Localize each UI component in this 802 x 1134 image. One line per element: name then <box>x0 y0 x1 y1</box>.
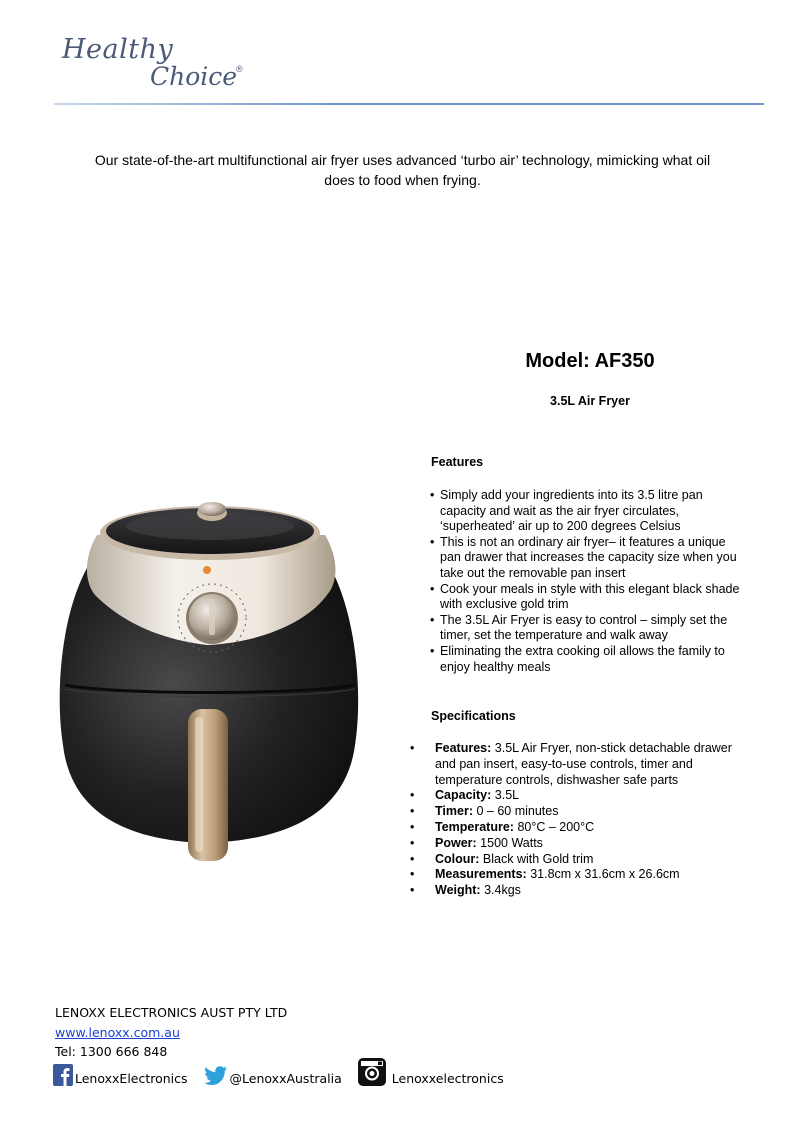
spec-value: Black with Gold trim <box>482 851 594 866</box>
spec-item <box>410 820 740 836</box>
healthy-choice-logo <box>58 30 244 92</box>
spec-value: 1500 Watts <box>480 835 543 850</box>
footer <box>55 1003 287 1062</box>
spec-item <box>410 852 740 868</box>
spec-value: 0 – 60 minutes <box>476 804 559 819</box>
spec-value: 3.5L <box>494 788 520 803</box>
facebook-icon <box>53 1064 73 1086</box>
spec-value: 3.5L Air Fryer, non-stick detachable drawer and pan insert, easy-to-use controls, timer and temperature controls, dishwasher safe parts <box>435 741 732 787</box>
instagram-handle: Lenoxxelectronics <box>391 1071 504 1086</box>
feature-item: • This is not an ordinary air fryer– it features a unique pan drawer that increases the capacity size when you take out the removable pan insert <box>430 535 740 582</box>
spec-item <box>410 804 740 820</box>
model-title: Model: AF350 <box>525 350 655 372</box>
spec-key: Temperature: <box>435 819 514 834</box>
twitter-icon <box>204 1066 228 1086</box>
product-subtitle: 3.5L Air Fryer <box>550 394 630 408</box>
intro-text: Our state-of-the-art multifunctional air fryer uses advanced ‘turbo air’ technology, mimicking what oil does to food when frying. <box>94 152 711 188</box>
twitter-link[interactable] <box>204 1066 342 1086</box>
logo-line2: Choice <box>150 62 238 91</box>
telephone: Tel: 1300 666 848 <box>55 1044 168 1059</box>
features-heading: Features <box>431 455 484 469</box>
air-fryer-product-image <box>55 495 365 865</box>
feature-item: • The 3.5L Air Fryer is easy to control – simply set the timer, set the temperature and walk away <box>430 613 740 644</box>
spec-item <box>410 883 740 899</box>
specifications-heading: Specifications <box>431 709 516 723</box>
spec-key: Power: <box>435 835 477 850</box>
spec-item <box>410 741 740 788</box>
social-links <box>53 1060 520 1086</box>
header-divider <box>54 103 764 105</box>
instagram-icon <box>358 1058 386 1086</box>
company-name: LENOXX ELECTRONICS AUST PTY LTD <box>55 1005 288 1020</box>
logo-line1: Healthy <box>62 34 174 65</box>
spec-item <box>410 788 740 804</box>
spec-key: Colour: <box>435 851 480 866</box>
logo-registered-mark: ® <box>236 64 243 74</box>
facebook-link[interactable] <box>53 1064 188 1086</box>
spec-key: Weight: <box>435 883 481 898</box>
spec-value: 31.8cm x 31.6cm x 26.6cm <box>530 867 680 882</box>
instagram-link[interactable] <box>358 1058 504 1086</box>
features-list <box>430 488 740 675</box>
spec-item <box>410 867 740 883</box>
specifications-list <box>410 741 740 899</box>
feature-item: • Cook your meals in style with this elegant black shade with exclusive gold trim <box>430 582 740 613</box>
spec-value: 80°C – 200°C <box>517 819 595 834</box>
website-link[interactable]: www.lenoxx.com.au <box>55 1024 180 1040</box>
spec-key: Timer: <box>435 804 473 819</box>
feature-item: • Simply add your ingredients into its 3.5 litre pan capacity and wait as the air fryer circulates, ‘superheated’ air up to 200 degrees Celsius <box>430 488 740 535</box>
spec-key: Features: <box>435 741 492 755</box>
twitter-handle: @LenoxxAustralia <box>229 1071 342 1086</box>
spec-value: 3.4kgs <box>484 883 521 898</box>
spec-item <box>410 836 740 852</box>
facebook-handle: LenoxxElectronics <box>75 1071 188 1086</box>
spec-key: Measurements: <box>435 867 527 882</box>
feature-item: • Eliminating the extra cooking oil allows the family to enjoy healthy meals <box>430 644 740 675</box>
spec-key: Capacity: <box>435 788 492 803</box>
